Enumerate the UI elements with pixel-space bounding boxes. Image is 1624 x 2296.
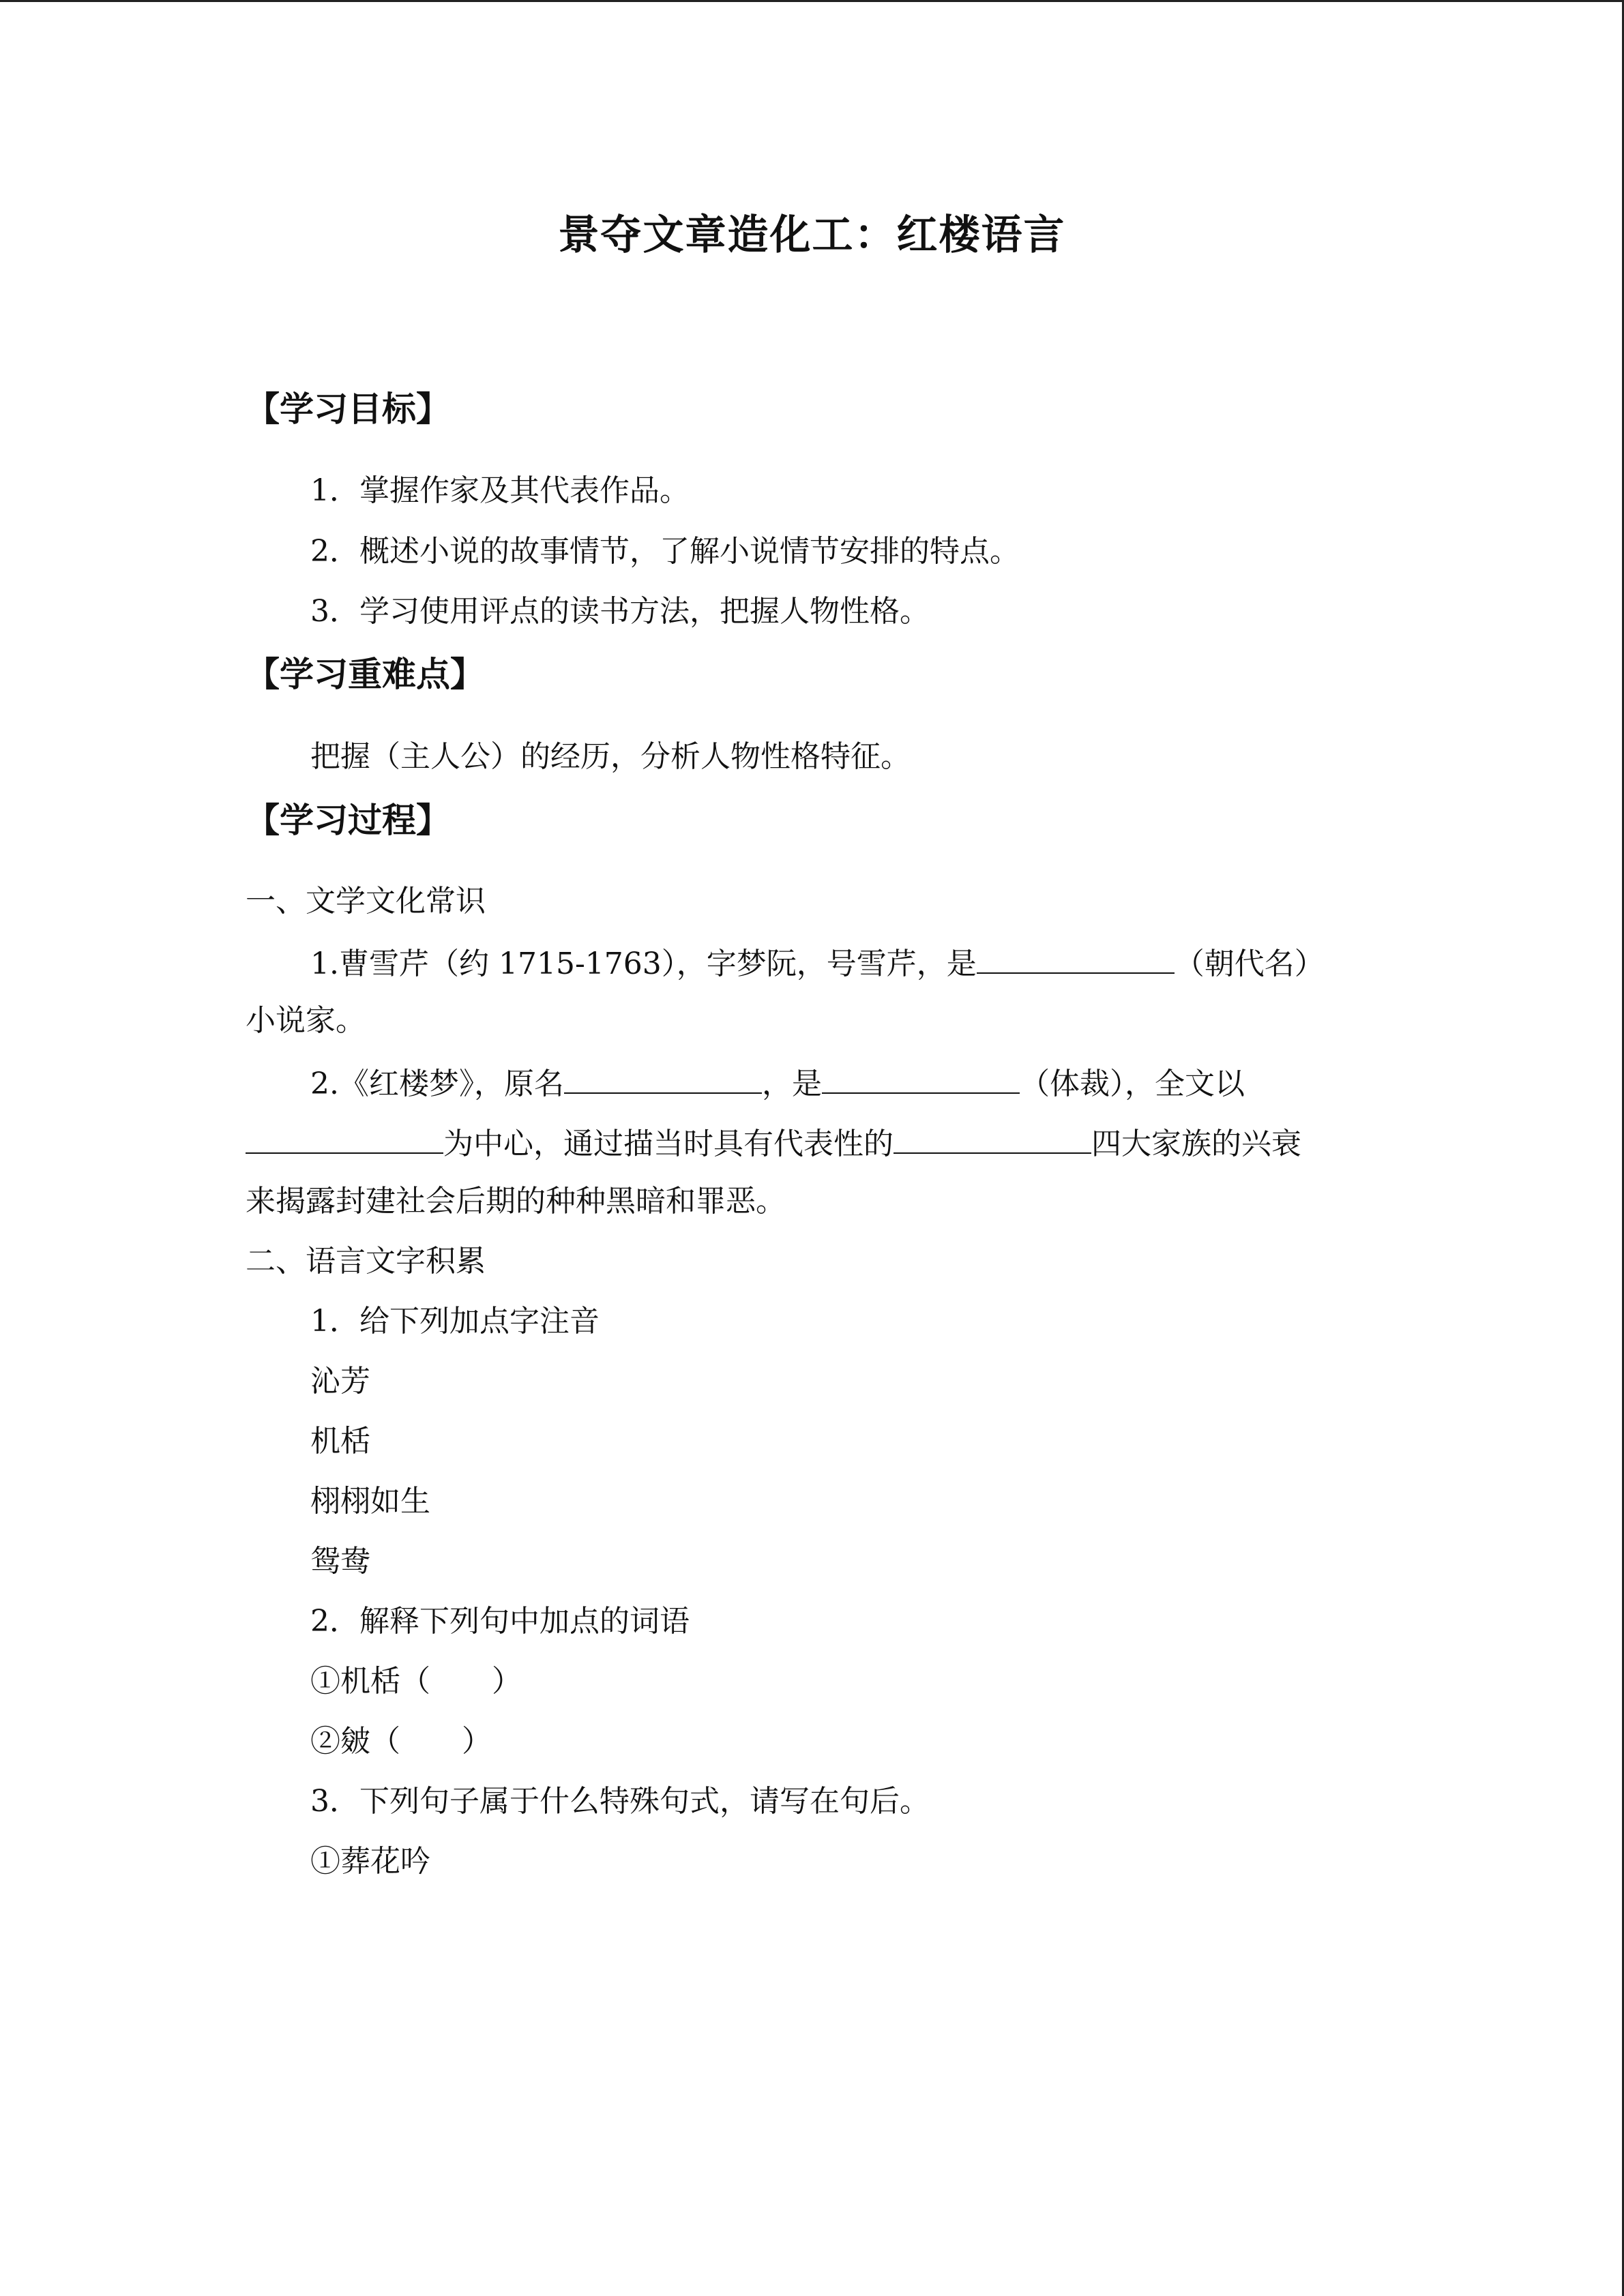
- explain-item-2-word: ②皴（: [310, 1724, 400, 1759]
- heading-learning-process: 【学习过程】: [246, 801, 450, 840]
- part1-q2-p4: 为中心，通过描当时具有代表性的: [443, 1127, 894, 1161]
- explain-item-1-close: ）: [492, 1664, 522, 1699]
- sentence-item-1: ①葬花吟: [310, 1844, 430, 1879]
- part1-q2-p3: （体裁），全文以: [1019, 1067, 1245, 1101]
- part1-q1-suffix: （朝代名）: [1174, 946, 1325, 981]
- goal-item-1: 1．掌握作家及其代表作品。: [310, 473, 690, 508]
- part1-heading: 一、文学文化常识: [246, 884, 486, 919]
- explain-item-2-close: ）: [462, 1724, 492, 1759]
- part1-q2-p5: 四大家族的兴衰: [1091, 1127, 1301, 1161]
- heading-learning-goals: 【学习目标】: [246, 389, 450, 429]
- pinyin-word-4: 鸳鸯: [310, 1544, 370, 1579]
- part1-q2-p1: 2.《红楼梦》，原名: [310, 1067, 564, 1101]
- goal-item-2: 2．概述小说的故事情节，了解小说情节安排的特点。: [310, 534, 1020, 569]
- answer-blank-original-name[interactable]: [564, 1061, 762, 1094]
- answer-blank-dynasty[interactable]: [977, 941, 1175, 974]
- part1-q2-line1: [310, 1061, 1245, 1105]
- answer-blank-genre[interactable]: [822, 1061, 1020, 1094]
- answer-blank-families[interactable]: [894, 1121, 1091, 1154]
- key-points-text: 把握（主人公）的经历，分析人物性格特征。: [310, 739, 911, 774]
- part2-q3-label: 3．下列句子属于什么特殊句式，请写在句后。: [310, 1784, 930, 1819]
- page-top-border: [0, 0, 1624, 2]
- document-title: 景夺文章造化工：红楼语言: [558, 211, 1066, 259]
- pinyin-word-1: 沁芳: [310, 1364, 370, 1399]
- goal-item-3: 3．学习使用评点的读书方法，把握人物性格。: [310, 594, 930, 629]
- explain-item-1-word: ①机栝（: [310, 1664, 430, 1699]
- explain-item-2: [310, 1721, 492, 1762]
- part1-q2-line3: 来揭露封建社会后期的种种黑暗和罪恶。: [246, 1184, 786, 1219]
- part1-q2-line2: [246, 1121, 1301, 1165]
- part1-q1-line: [310, 941, 1325, 985]
- part1-q2-p2: ，是: [761, 1067, 822, 1101]
- part1-q1-continuation: 小说家。: [246, 1003, 366, 1038]
- pinyin-word-2: 机栝: [310, 1424, 370, 1459]
- part2-heading: 二、语言文字积累: [246, 1244, 486, 1279]
- part1-q1-prefix: 1.曹雪芹（约 1715-1763），字梦阮，号雪芹，是: [310, 946, 977, 981]
- explain-item-1: [310, 1661, 522, 1702]
- pinyin-word-3: 栩栩如生: [310, 1484, 430, 1519]
- answer-blank-center[interactable]: [246, 1121, 443, 1154]
- part2-q2-label: 2．解释下列句中加点的词语: [310, 1604, 690, 1639]
- heading-key-points: 【学习重难点】: [246, 655, 484, 694]
- part2-q1-label: 1．给下列加点字注音: [310, 1304, 600, 1339]
